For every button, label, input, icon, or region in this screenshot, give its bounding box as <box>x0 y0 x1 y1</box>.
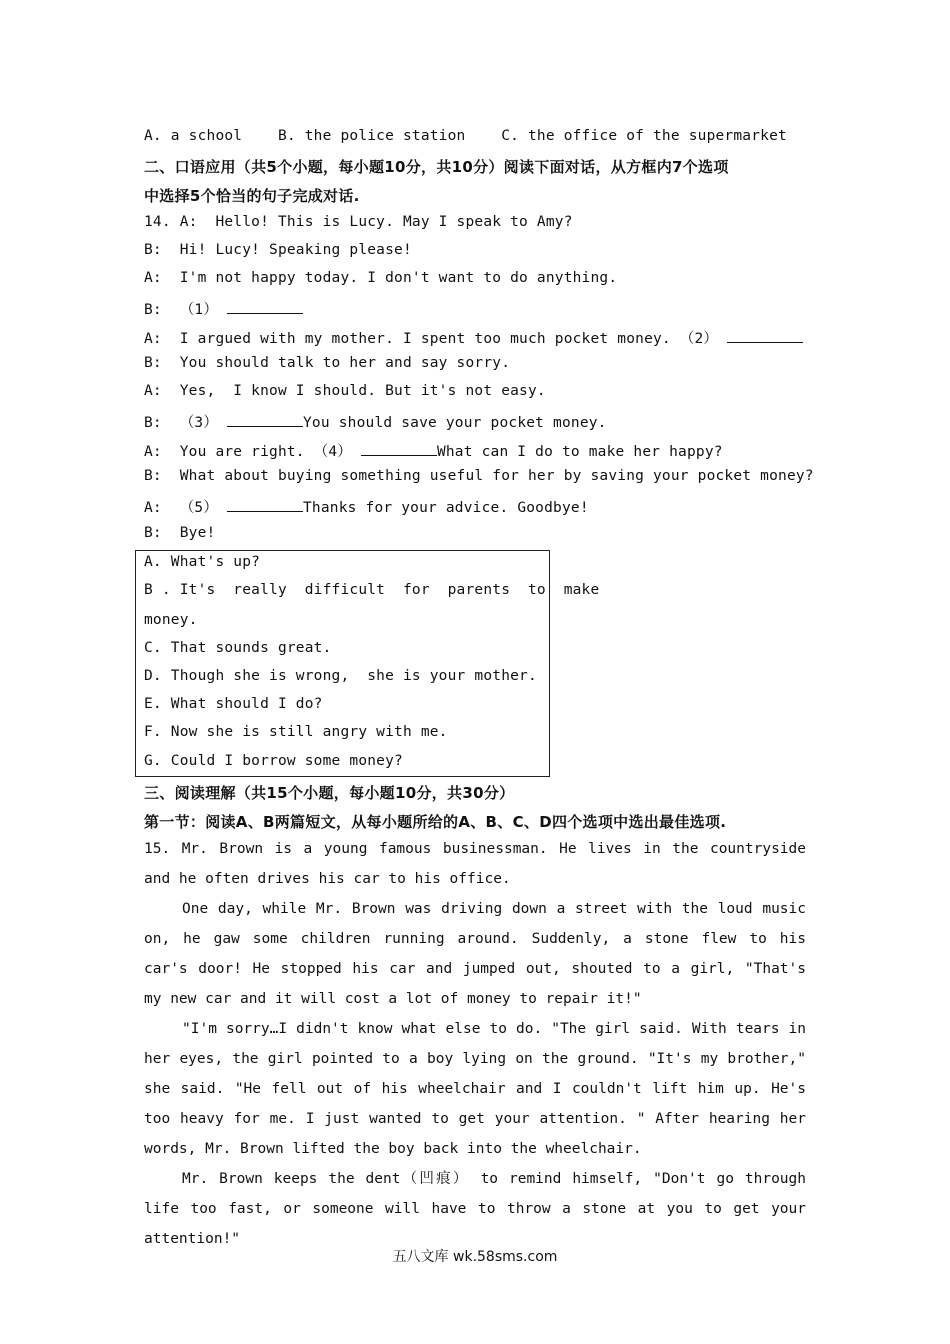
passage-paragraph-2: One day, while Mr. Brown was driving down a street with the loud music on, he gaw some children running around. Suddenly, a stone flew to his car's door! He stopped his car and jumped out, shouted to a girl, "That's my new car and it will cost a lot of money to repair it!" <box>144 901 806 1007</box>
dialogue-text: B: （3） <box>144 415 219 431</box>
section3-subheading: 第一节：阅读A、B两篇短文，从每小题所给的A、B、C、D四个选项中选出最佳选项. <box>144 813 727 831</box>
dialogue-line-blank-5 <box>144 496 589 517</box>
option-e: E. What should I do? <box>144 696 323 712</box>
section2-heading-line2: 中选择5个恰当的句子完成对话. <box>144 187 360 205</box>
dialogue-line: B: Bye! <box>144 525 216 541</box>
option-b: B . It's really difficult for parents to make <box>144 582 600 598</box>
option-g: G. Could I borrow some money? <box>144 753 403 769</box>
dialogue-line: A: Yes, I know I should. But it's not easy. <box>144 383 546 399</box>
answer-blank-4[interactable] <box>361 441 437 456</box>
option-f: F. Now she is still angry with me. <box>144 724 448 740</box>
dialogue-text: A: You are right. （4） <box>144 444 352 460</box>
option-a: A. What's up? <box>144 554 261 570</box>
dialogue-text: B: （1） <box>144 302 219 318</box>
dialogue-line-blank-3 <box>144 411 607 432</box>
dialogue-text: A: I argued with my mother. I spent too much pocket money. （2） <box>144 331 719 347</box>
answer-blank-5[interactable] <box>227 497 303 512</box>
option-d: D. Though she is wrong, she is your mother. <box>144 668 537 684</box>
dialogue-text: A: （5） <box>144 500 219 516</box>
answer-blank-1[interactable] <box>227 299 303 314</box>
answer-blank-2[interactable] <box>727 328 803 343</box>
option-b-continued: money. <box>144 612 198 628</box>
dialogue-line-blank-1 <box>144 298 303 319</box>
section3-heading: 三、阅读理解（共15个小题，每小题10分，共30分） <box>144 784 515 802</box>
dialogue-text: Thanks for your advice. Goodbye! <box>303 500 589 516</box>
footer-watermark: 五八文库 wk.58sms.com <box>392 1249 558 1265</box>
dialogue-text: You should save your pocket money. <box>303 415 607 431</box>
passage-paragraph-1: 15. Mr. Brown is a young famous businessman. He lives in the countryside and he often drives his car to his office. <box>144 841 806 887</box>
dialogue-text: What can I do to make her happy? <box>436 444 723 460</box>
dialogue-line: A: I'm not happy today. I don't want to do anything. <box>144 270 618 286</box>
option-c: C. That sounds great. <box>144 640 332 656</box>
section2-heading-line1: 二、口语应用（共5个小题，每小题10分，共10分）阅读下面对话，从方框内7个选项 <box>144 158 729 176</box>
answer-blank-3[interactable] <box>227 412 303 427</box>
passage-paragraph-3: "I'm sorry…I didn't know what else to do. "The girl said. With tears in her eyes, the girl pointed to a boy lying on the ground. "It's my brother," she said. "He fell out of his wheelchair and I couldn't lift him up. He's too heavy for me. I just wanted to get your attention. " After hearing her words, Mr. Brown lifted the boy back into the wheelchair. <box>144 1021 806 1157</box>
passage-paragraph-4: Mr. Brown keeps the dent（凹痕） to remind himself, "Don't go through life too fast, or someone will have to throw a stone at you to get your attention!" <box>144 1171 806 1247</box>
q13-options: A. a school B. the police station C. the office of the supermarket <box>144 128 787 144</box>
dialogue-line-blank-4 <box>144 440 723 461</box>
reading-passage <box>144 834 806 1254</box>
dialogue-line: B: What about buying something useful for her by saving your pocket money? <box>144 468 814 484</box>
dialogue-line-blank-2 <box>144 327 803 348</box>
dialogue-line: B: You should talk to her and say sorry. <box>144 355 511 371</box>
dialogue-line: B: Hi! Lucy! Speaking please! <box>144 242 412 258</box>
dialogue-line: 14. A: Hello! This is Lucy. May I speak to Amy? <box>144 214 573 230</box>
